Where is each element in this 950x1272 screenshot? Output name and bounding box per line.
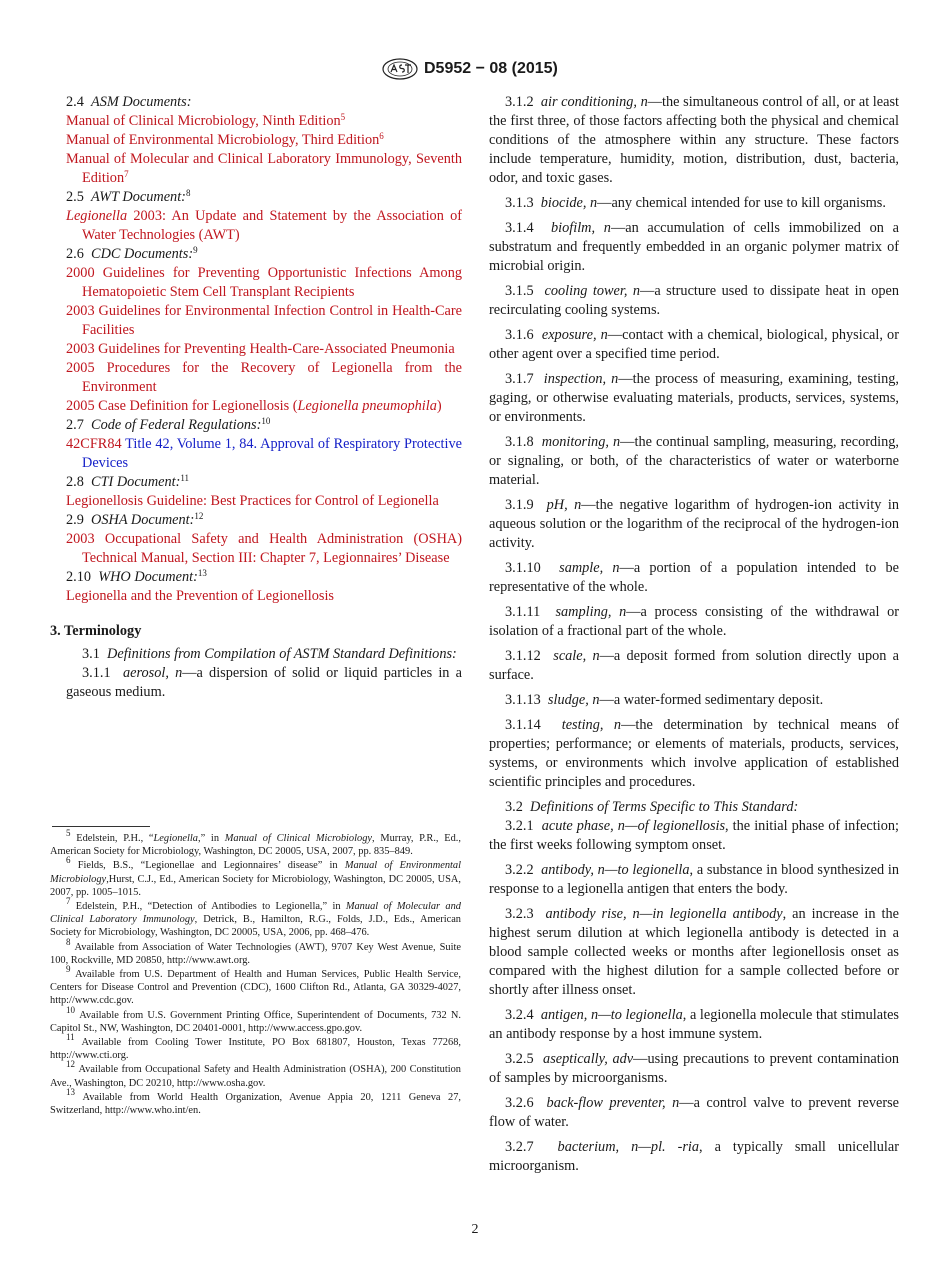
footnote-10: $^{10}$ Available from U.S. Government Printing Office, Superintendent of Documents, 732 N. Capitol St., NW, Washington, DC 20401-0001, http://www.access.gpo.gov. [50, 1004, 461, 1034]
section-3-1: 3.1 Definitions from Compilation of ASTM Standard Definitions: [82, 646, 457, 662]
definition-3-2-4: 3.2.4 antigen, n—to legionella, a legionella molecule that stimulates an antibody response by a host immune system. [489, 1007, 899, 1042]
definition-3-1-11: 3.1.11 sampling, n—a process consisting of the withdrawal or isolation of a fractional part of the whole. [489, 604, 899, 639]
definition-3-1-2: 3.1.2 air conditioning, n—the simultaneous control of all, or at least the first three, of those factors affecting both the physical and chemical conditions of the atmosphere within any structure. These factors include temperature, humidity, motion, distribution, dust, bacteria, odor, and toxic gases. [489, 94, 899, 186]
footnote-8: $^8$ Available from Association of Water Technologies (AWT), 9707 Key West Avenue, Suite 100, Rockville, MD 20850, http://www.awt.org. [50, 936, 461, 966]
cdc-link-2[interactable]: 2003 Guidelines for Environmental Infection Control in Health-Care Facilities [66, 303, 462, 338]
document-number: D5952 − 08 (2015) [424, 60, 558, 77]
section-2-5: 2.5 AWT Document:$^8$ [66, 188, 191, 205]
definition-3-1-13: 3.1.13 sludge, n—a water-formed sedimentary deposit. [505, 692, 824, 708]
definition-3-1-10: 3.1.10 sample, n—a portion of a population intended to be representative of the whole. [489, 560, 900, 595]
footnote-6: $^6$ Fields, B.S., “Legionellae and Legionnaires’ disease” in Manual of Environmental Microbiology,Hurst, C.J., Ed., American Society for Microbiology, Washington, DC 20005, USA, 2007, pp. 1005–1015. [50, 855, 461, 898]
cfr-link[interactable]: 42CFR84 Title 42, Volume 1, 84. Approval of Respiratory Protective Devices [66, 436, 462, 471]
definition-3-1-6: 3.1.6 exposure, n—contact with a chemical, biological, physical, or other agent over a specified time period. [489, 327, 899, 362]
astm-logo-icon [382, 58, 418, 80]
definition-3-1-3: 3.1.3 biocide, n—any chemical intended for use to kill organisms. [505, 195, 886, 211]
cdc-link-5[interactable]: 2005 Case Definition for Legionellosis (Legionella pneumophila) [66, 398, 442, 414]
definition-3-2-7: 3.2.7 bacterium, n—pl. -ria, a typically small unicellular microorganism. [489, 1139, 899, 1174]
footnote-divider [52, 826, 150, 827]
right-column [489, 93, 899, 1182]
asm-link-3[interactable]: Manual of Molecular and Clinical Laboratory Immunology, Seventh Edition$^7$ [66, 151, 462, 186]
section-3-2: 3.2 Definitions of Terms Specific to This Standard: [505, 799, 799, 815]
footnote-7: $^7$ Edelstein, P.H., “Detection of Antibodies to Legionella,” in Manual of Molecular and Clinical Laboratory Immunology, Detrick, B., Hamilton, R.G., Folds, J.D., Eds., American Society for Microbiology, Washington, DC 20005, USA, 2006, pp. 468–476. [50, 896, 462, 939]
footnote-9: $^9$ Available from U.S. Department of Health and Human Services, Public Health Service, Centers for Disease Control and Prevention (CDC), 1600 Clifton Rd., Atlanta, GA 30329-4027, http://www.cdc.gov. [50, 964, 461, 1007]
asm-link-2[interactable]: Manual of Environmental Microbiology, Third Edition$^6$ [66, 131, 384, 148]
cdc-link-3[interactable]: 2003 Guidelines for Preventing Health-Care-Associated Pneumonia [66, 341, 455, 357]
definition-3-1-5: 3.1.5 cooling tower, n—a structure used to dissipate heat in open recirculating cooling systems. [489, 283, 899, 318]
section-2-8: 2.8 CTI Document:$^{11}$ [66, 473, 190, 490]
definition-3-1-12: 3.1.12 scale, n—a deposit formed from solution directly upon a surface. [489, 648, 899, 683]
cdc-link-1[interactable]: 2000 Guidelines for Preventing Opportunistic Infections Among Hematopoietic Stem Cell Transplant Recipients [66, 265, 462, 300]
section-3-1-1: 3.1.1 aerosol, n—a dispersion of solid or liquid particles in a gaseous medium. [66, 665, 462, 700]
cdc-link-4[interactable]: 2005 Procedures for the Recovery of Legionella from the Environment [66, 360, 462, 395]
section-2-6: 2.6 CDC Documents:$^9$ [66, 245, 198, 262]
footnote-12: $^{12}$ Available from Occupational Safety and Health Administration (OSHA), 200 Constitution Ave., Washington, DC 20210, http://www.osha.gov. [50, 1059, 461, 1089]
definition-3-2-3: 3.2.3 antibody rise, n—in legionella antibody, an increase in the highest serum dilution at which legionella antibody is detected in a blood sample collected weeks or months after legionellosis onset as compared with the highest dilution for a sample collected before or shortly after illness onset. [489, 906, 899, 998]
footnotes [50, 826, 461, 1118]
definition-3-1-4: 3.1.4 biofilm, n—an accumulation of cells immobilized on a substratum and frequently embedded in an organic polymer matrix of microbial origin. [489, 220, 899, 274]
section-2-4: 2.4 ASM Documents: [66, 94, 192, 110]
definition-3-2-2: 3.2.2 antibody, n—to legionella, a substance in blood synthesized in response to a legionella antigen that enters the body. [489, 862, 899, 897]
cti-link[interactable]: Legionellosis Guideline: Best Practices for Control of Legionella [66, 493, 439, 509]
who-link[interactable]: Legionella and the Prevention of Legionellosis [66, 588, 334, 604]
osha-link[interactable]: 2003 Occupational Safety and Health Administration (OSHA) Technical Manual, Section III: Chapter 7, Legionnaires’ Disease [66, 531, 462, 566]
definition-3-2-6: 3.2.6 back-flow preventer, n—a control valve to prevent reverse flow of water. [489, 1095, 899, 1130]
page-header [0, 58, 950, 82]
footnote-5: $^5$ Edelstein, P.H., “Legionella,” in Manual of Clinical Microbiology, Murray, P.R., Ed., American Society for Microbiology, Washington, DC 20005, USA, 2007, pp. 835–849. [50, 828, 462, 858]
section-2-7: 2.7 Code of Federal Regulations:$^{10}$ [66, 416, 271, 433]
footnote-11: $^{11}$ Available from Cooling Tower Institute, PO Box 681807, Houston, Texas 77268, http://www.cti.org. [50, 1032, 461, 1062]
definition-3-1-14: 3.1.14 testing, n—the determination by technical means of properties; performance; or elements of materials, products, services, systems, or environments which involve application of established scientific principles and procedures. [489, 717, 899, 790]
left-column [50, 93, 462, 702]
section-2-10: 2.10 WHO Document:$^{13}$ [66, 568, 207, 585]
definition-3-1-7: 3.1.7 inspection, n—the process of measuring, examining, testing, gaging, or otherwise evaluating materials, products, services, systems, or environments. [489, 371, 900, 425]
awt-link[interactable]: Legionella 2003: An Update and Statement by the Association of Water Technologies (AWT) [66, 208, 462, 243]
definition-3-1-8: 3.1.8 monitoring, n—the continual sampling, measuring, recording, or signaling, or both, of the characteristics of water or waterborne material. [489, 434, 899, 488]
asm-link-1[interactable]: Manual of Clinical Microbiology, Ninth Edition$^5$ [66, 112, 346, 129]
definition-3-2-1: 3.2.1 acute phase, n—of legionellosis, the initial phase of infection; the first weeks following symptom onset. [489, 818, 899, 853]
definition-3-1-9: 3.1.9 pH, n—the negative logarithm of hydrogen-ion activity in aqueous solution or the logarithm of the reciprocal of the hydrogen-ion activity. [489, 497, 899, 551]
terminology-heading: 3. Terminology [50, 623, 142, 639]
page-number: 2 [471, 1222, 479, 1237]
definition-3-2-5: 3.2.5 aseptically, adv—using precautions to prevent contamination of samples by microorganisms. [489, 1051, 899, 1086]
footnote-13: $^{13}$ Available from World Health Organization, Avenue Appia 20, 1211 Geneva 27, Switzerland, http://www.who.int/en. [50, 1086, 461, 1117]
section-2-9: 2.9 OSHA Document:$^{12}$ [66, 511, 204, 528]
